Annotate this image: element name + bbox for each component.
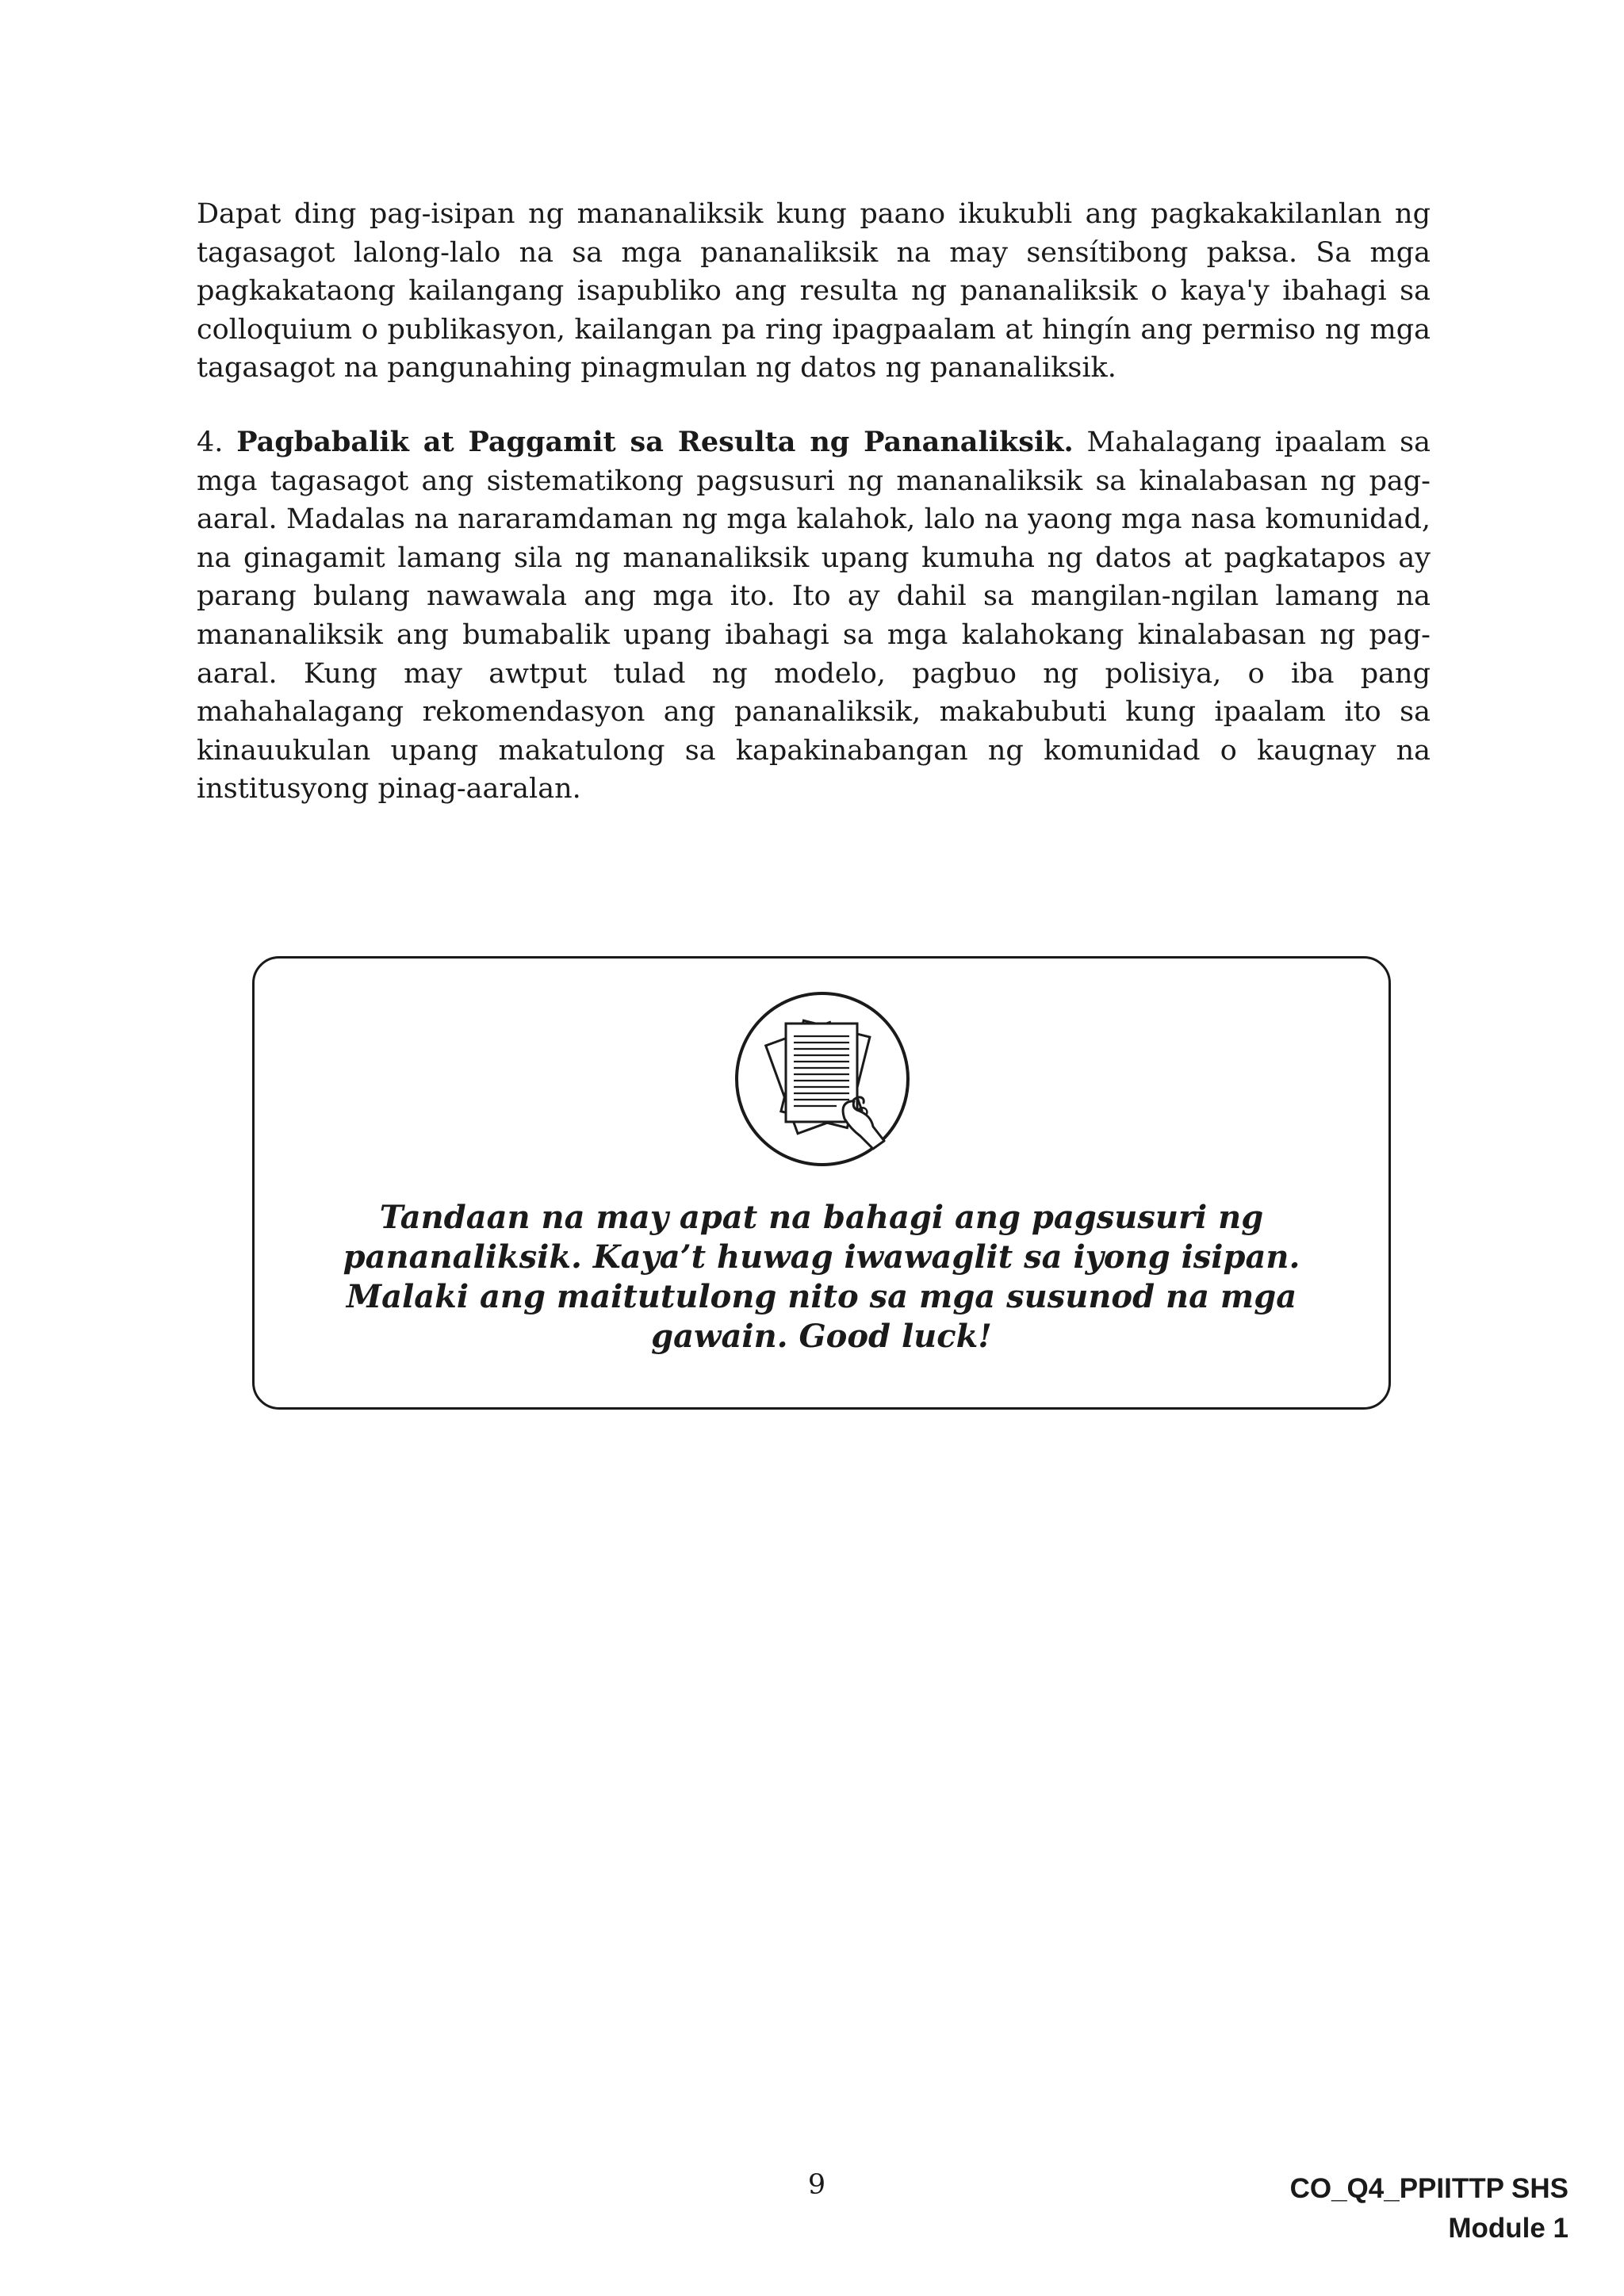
paragraph-confidentiality: Dapat ding pag-isipan ng mananaliksik kung paano ikukubli ang pagkakakilanlan ng tagasagot lalong-lalo na sa mga pananaliksik na may sensítibong paksa. Sa mga pagkakataong kailangang isapubliko ang resulta ng pananaliksik o kaya'y ibahagi sa colloquium o publikasyon, kailangan pa ring ipagpaalam at hingín ang permiso ng mga tagasagot na pangunahing pinagmulan ng datos ng pananaliksik. <box>197 198 1431 385</box>
page-number: 9 <box>807 2169 826 2201</box>
item-body: Mahalagang ipaalam sa mga tagasagot ang sistematikong pagsusuri ng mananaliksik sa kinalabasan ng pag-aaral. Madalas na nararamdaman ng mga kalahok, lalo na yaong mga nasa komunidad, na ginagamit lamang sila ng mananaliksik upang kumuha ng datos at pagkatapos ay parang bulang nawawala ang mga ito. Ito ay dahil sa mangilan-ngilan lamang na mananaliksik ang bumabalik upang ibahagi sa mga kalahokang kinalabasan ng pag-aaral. Kung may awtput tulad ng modelo, pagbuo ng polisiya, o iba pang mahahalagang rekomendasyon ang pananaliksik, makabubuti kung ipaalam ito sa kinauukulan upang makatulong sa kapakinabangan ng komunidad o kaugnay na institusyong pinag-aaralan. <box>197 427 1431 806</box>
item-number: 4. <box>197 427 224 458</box>
reminder-box <box>252 956 1391 1410</box>
documents-in-hand-icon <box>733 990 911 1168</box>
paragraph-results-return <box>197 423 1431 809</box>
reminder-text: Tandaan na may apat na bahagi ang pagsusuri ng pananaliksik. Kaya’t huwag iwawaglit sa iyong isipan. Malaki ang maitutulong nito sa mga susunod na mga gawain. Good luck! <box>343 1199 1300 1355</box>
footer-module-code <box>1290 2169 1568 2248</box>
item-title: Pagbabalik at Paggamit sa Resulta ng Pananaliksik. <box>236 426 1074 458</box>
footer-code-line1: CO_Q4_PPIITTP SHS <box>1289 2173 1568 2204</box>
footer-code-line2: Module 1 <box>1448 2213 1568 2244</box>
